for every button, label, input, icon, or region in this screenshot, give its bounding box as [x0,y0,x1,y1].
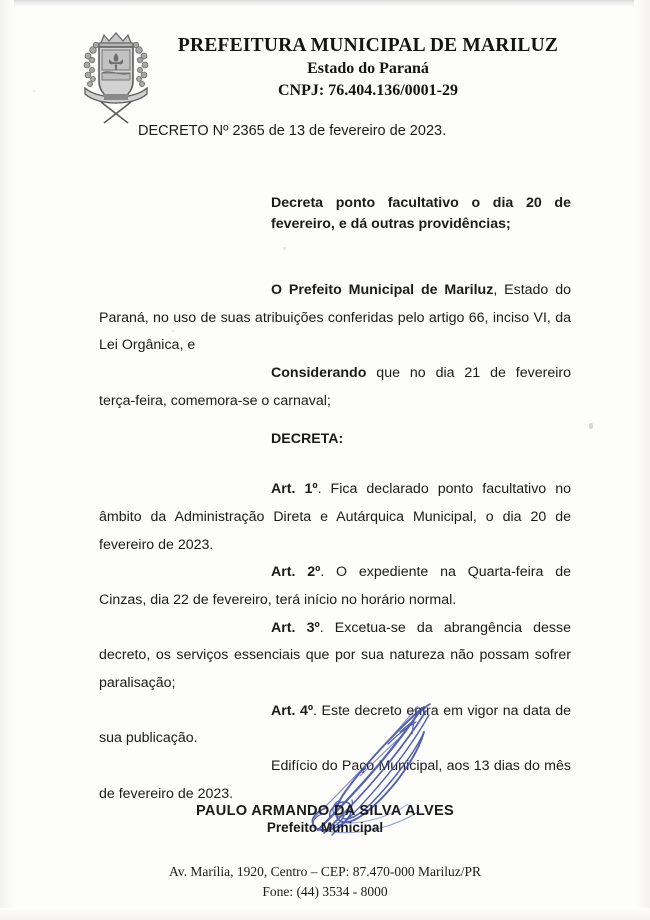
scan-edge-shading-top [0,0,650,7]
article-paragraph-4 [99,698,571,753]
signatory-name: PAULO ARMANDO DA SILVA ALVES [195,803,455,819]
state-name: Estado do Paraná [307,60,429,77]
preamble-bold-lead: O Prefeito Municipal de Mariluz [271,282,494,299]
article-label-4: Art. 4º [271,702,314,719]
scan-edge-shading-right [634,0,650,920]
article-text-1: . Fica declarado ponto facultativo no âmbito da Administração Direta e Autárquica Municipal, o dia 20 de fevereiro de 2023. [99,481,571,553]
scan-edge-shading-bottom [0,908,650,920]
article-paragraph-3 [99,615,571,698]
header-text-block [168,34,568,102]
document-footer [0,862,650,901]
spacer [99,235,571,277]
signatory-role: Prefeito Municipal [266,820,384,835]
enacts-label: DECRETA: [271,431,344,448]
document-body [99,193,571,808]
article-text-3: . Excetua-se da abrangência desse decreto, os serviços essenciais que por sua natureza não possam sofrer paralisação; [99,619,572,691]
preamble-paragraph [99,277,571,360]
article-text-2: . O expediente na Quarta-feira de Cinzas, dia 22 de fevereiro, terá início no horário normal. [99,564,571,608]
article-text-4: . Este decreto entra em vigor na data de sua publicação. [99,702,571,747]
considering-paragraph [99,360,571,415]
cnpj-number: CNPJ: 76.404.136/0001-29 [278,81,458,99]
scan-edge-shading-left [0,0,14,920]
footer-phone: Fone: (44) 3534 - 8000 [262,883,388,899]
article-paragraph-2 [99,559,571,614]
article-label-1: Art. 1º [271,481,318,498]
article-label-2: Art. 2º [271,564,321,581]
article-paragraph-1 [99,476,571,559]
article-label-3: Art. 3º [271,619,320,636]
spacer [99,454,571,476]
scan-speck [589,423,593,429]
decree-number-line: DECRETO Nº 2365 de 13 de fevereiro de 2023. [138,123,447,139]
closing-paragraph: Edifício do Paço Municipal, aos 13 dias do mês de fevereiro de 2023. [99,758,571,802]
decree-summary: Decreta ponto facultativo o dia 20 de fevereiro, e dá outras providências; [271,195,571,233]
considering-rest: que no dia 21 de fevereiro terça-feira, comemora-se o carnaval; [99,365,571,409]
document-header [0,26,650,126]
organization-name: PREFEITURA MUNICIPAL DE MARILUZ [177,35,559,56]
preamble-rest: , Estado do Paraná, no uso de suas atribuições conferidas pelo artigo 66, inciso VI, da Lei Orgânica, e [99,282,571,354]
considering-bold-lead: Considerando [271,365,367,382]
coat-of-arms-icon [68,26,164,126]
spacer [99,415,571,426]
footer-address: Av. Marília, 1920, Centro – CEP: 87.470-000 Mariluz/PR [169,864,481,879]
